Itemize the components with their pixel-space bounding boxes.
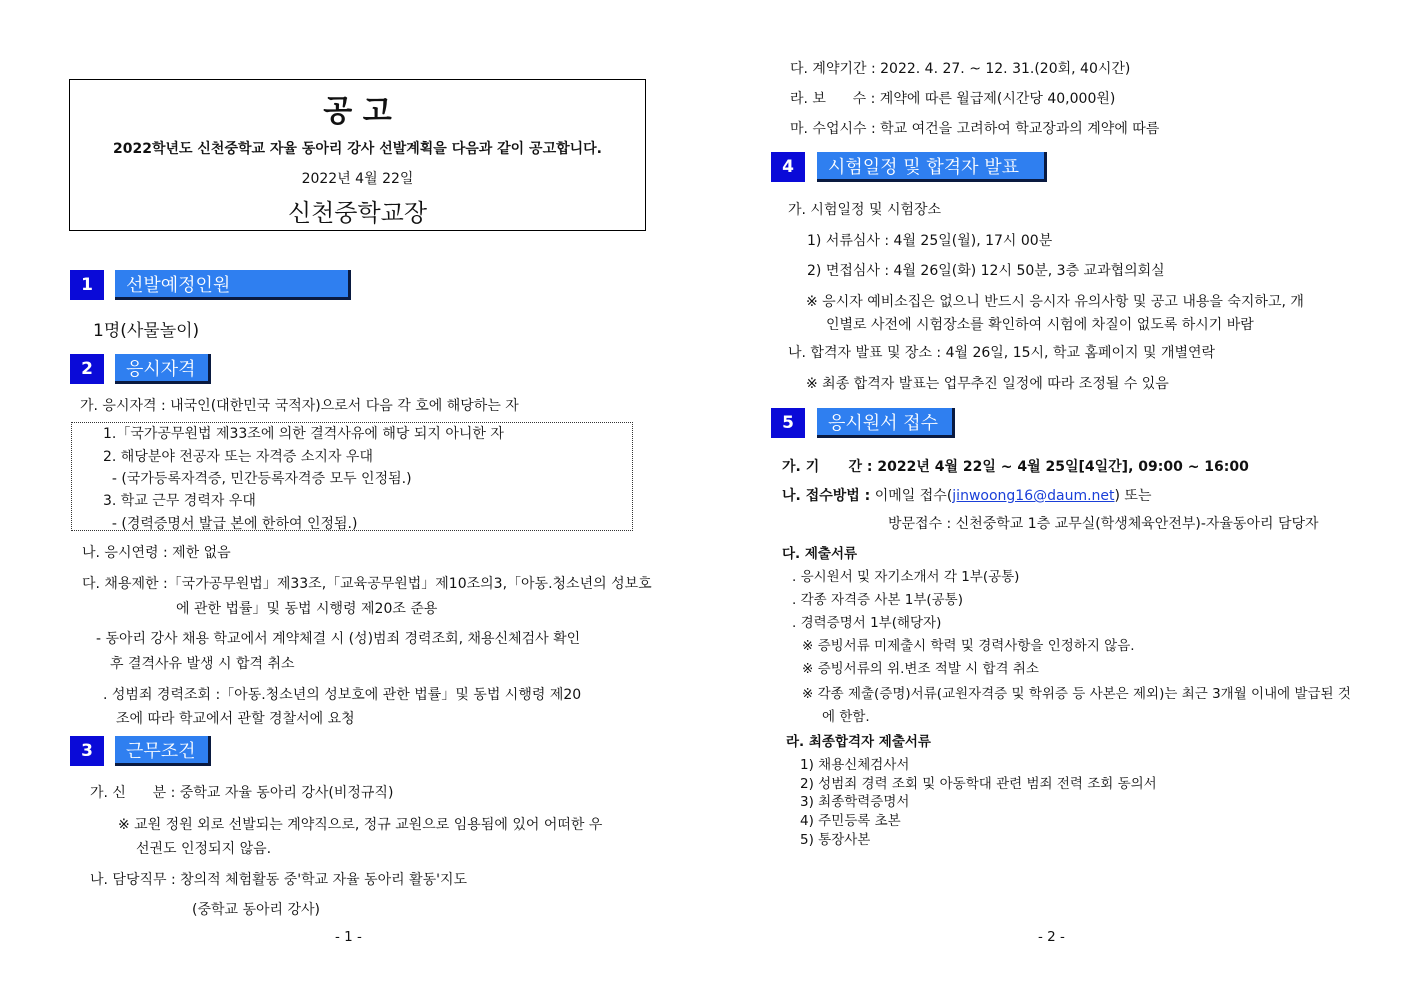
check-line-1: - 동아리 강사 채용 학교에서 계약체결 시 (성)범죄 경력조회, 채용신체검사 확인 — [96, 631, 581, 647]
eligibility-item: - (국가등록자격증, 민간등록자격증 모두 인정됨.) — [103, 471, 412, 487]
page-number-1: - 1 - — [335, 929, 362, 945]
section-4-title: 시험일정 및 합격자 발표 — [817, 152, 1047, 182]
restriction-line-2: 에 관한 법률」및 동법 시행령 제20조 준용 — [176, 601, 438, 617]
document-review-line: 1) 서류심사 : 4월 25일(월), 17시 00분 — [807, 233, 1053, 249]
crime-check-line-2: 조에 따라 학교에서 관할 경찰서에 요청 — [116, 711, 355, 727]
section-2-number: 2 — [70, 354, 104, 384]
eligibility-item: 2. 해당분야 전공자 또는 자격증 소지자 우대 — [103, 449, 373, 465]
final-documents-heading: 라. 최종합격자 제출서류 — [786, 734, 931, 750]
contract-period-line: 다. 계약기간 : 2022. 4. 27. ~ 12. 31.(20회, 40시간) — [790, 61, 1131, 77]
email-suffix: ) 또는 — [1114, 488, 1152, 504]
email-link[interactable]: jinwoong16@daum.net — [952, 488, 1115, 504]
restriction-line-1: 다. 채용제한 :「국가공무원법」제33조,「교육공무원법」제10조의3,「아동.청소년의 성보호 — [82, 576, 652, 592]
email-prefix: 이메일 접수( — [874, 488, 953, 504]
section-3-title: 근무조건 — [115, 736, 211, 766]
status-note-1: ※ 교원 정원 외로 선발되는 계약직으로, 정규 교원으로 임용됨에 있어 어떠한 우 — [118, 817, 603, 833]
exam-note-2: 인별로 사전에 시험장소를 확인하여 시험에 차질이 없도록 하시기 바람 — [826, 317, 1254, 333]
document-item: . 경력증명서 1부(해당자) — [792, 615, 942, 631]
application-method-line — [782, 485, 1151, 505]
check-line-2: 후 결격사유 발생 시 합격 취소 — [110, 656, 295, 672]
status-note-2: 선권도 인정되지 않음. — [136, 841, 272, 857]
exam-note-1: ※ 응시자 예비소집은 없으니 반드시 응시자 유의사항 및 공고 내용을 숙지하고, 개 — [806, 294, 1304, 310]
section-1-number: 1 — [70, 270, 104, 300]
document-note: ※ 각종 제출(증명)서류(교원자격증 및 학위증 등 사본은 제외)는 최근 3개월 이내에 발급된 것 — [802, 686, 1351, 702]
section-2-title: 응시자격 — [115, 354, 211, 384]
age-limit-line: 나. 응시연령 : 제한 없음 — [82, 545, 231, 561]
exam-schedule-line: 가. 시험일정 및 시험장소 — [788, 202, 942, 218]
document-item: . 응시원서 및 자기소개서 각 1부(공통) — [792, 569, 1020, 585]
result-line: 나. 합격자 발표 및 장소 : 4월 26일, 15시, 학교 홈페이지 및 개별연락 — [788, 345, 1216, 361]
eligibility-line: 가. 응시자격 : 내국인(대한민국 국적자)으로서 다음 각 호에 해당하는 자 — [80, 398, 519, 414]
section-4-number: 4 — [771, 152, 805, 182]
document-note: ※ 증빙서류의 위.변조 적발 시 합격 취소 — [802, 661, 1039, 677]
section-5-title: 응시원서 접수 — [817, 408, 955, 438]
notice-box — [69, 79, 646, 231]
crime-check-line-1: . 성범죄 경력조회 :「아동.청소년의 성보호에 관한 법률」및 동법 시행령 제20 — [103, 687, 582, 703]
status-line: 가. 신 분 : 중학교 자율 동아리 강사(비정규직) — [90, 785, 394, 801]
documents-heading: 다. 제출서류 — [782, 546, 858, 562]
eligibility-item: 1.「국가공무원법 제33조에 의한 결격사유에 해당 되지 아니한 자 — [103, 426, 504, 442]
section-3-number: 3 — [70, 736, 104, 766]
section-1-title: 선발예정인원 — [115, 270, 351, 300]
class-hours-line: 마. 수업시수 : 학교 여건을 고려하여 학교장과의 계약에 따름 — [790, 121, 1160, 137]
page-number-2: - 2 - — [1038, 929, 1065, 945]
notice-date: 2022년 4월 22일 — [301, 171, 414, 187]
section-1-body: 1명(사물놀이) — [93, 321, 200, 341]
final-document-item: 3) 최종학력증명서 — [800, 794, 910, 810]
final-document-item: 2) 성범죄 경력 조회 및 아동학대 관련 범죄 전력 조회 동의서 — [800, 776, 1157, 792]
notice-title: 공 고 — [323, 94, 392, 129]
application-method-label: 나. 접수방법 : — [782, 488, 871, 504]
eligibility-item: 3. 학교 근무 경력자 우대 — [103, 493, 256, 509]
document-note: 에 한함. — [822, 709, 870, 725]
eligibility-item: - (경력증명서 발급 본에 한하여 인정됨.) — [103, 516, 358, 532]
duty-line-2: (중학교 동아리 강사) — [192, 902, 321, 918]
interview-line: 2) 면접심사 : 4월 26일(화) 12시 50분, 3층 교과협의회실 — [807, 263, 1165, 279]
result-note: ※ 최종 합격자 발표는 업무추진 일정에 따라 조정될 수 있음 — [806, 376, 1169, 392]
final-document-item: 1) 채용신체검사서 — [800, 757, 910, 773]
document-item: . 각종 자격증 사본 1부(공통) — [792, 592, 963, 608]
section-5-number: 5 — [771, 408, 805, 438]
final-document-item: 5) 통장사본 — [800, 832, 871, 848]
notice-issuer: 신천중학교장 — [287, 199, 428, 227]
application-period-line: 가. 기 간 : 2022년 4월 22일 ~ 4월 25일[4일간], 09:00 ~ 16:00 — [782, 459, 1249, 475]
pay-line: 라. 보 수 : 계약에 따른 월급제(시간당 40,000원) — [790, 91, 1116, 107]
final-document-item: 4) 주민등록 초본 — [800, 813, 901, 829]
notice-subtitle: 2022학년도 신천중학교 자율 동아리 강사 선발계획을 다음과 같이 공고합니다. — [113, 141, 602, 157]
visit-application-line: 방문접수 : 신천중학교 1층 교무실(학생체육안전부)-자율동아리 담당자 — [888, 516, 1319, 532]
duty-line: 나. 담당직무 : 창의적 체험활동 중'학교 자율 동아리 활동'지도 — [90, 872, 468, 888]
document-note: ※ 증빙서류 미제출시 학력 및 경력사항을 인정하지 않음. — [802, 638, 1135, 654]
